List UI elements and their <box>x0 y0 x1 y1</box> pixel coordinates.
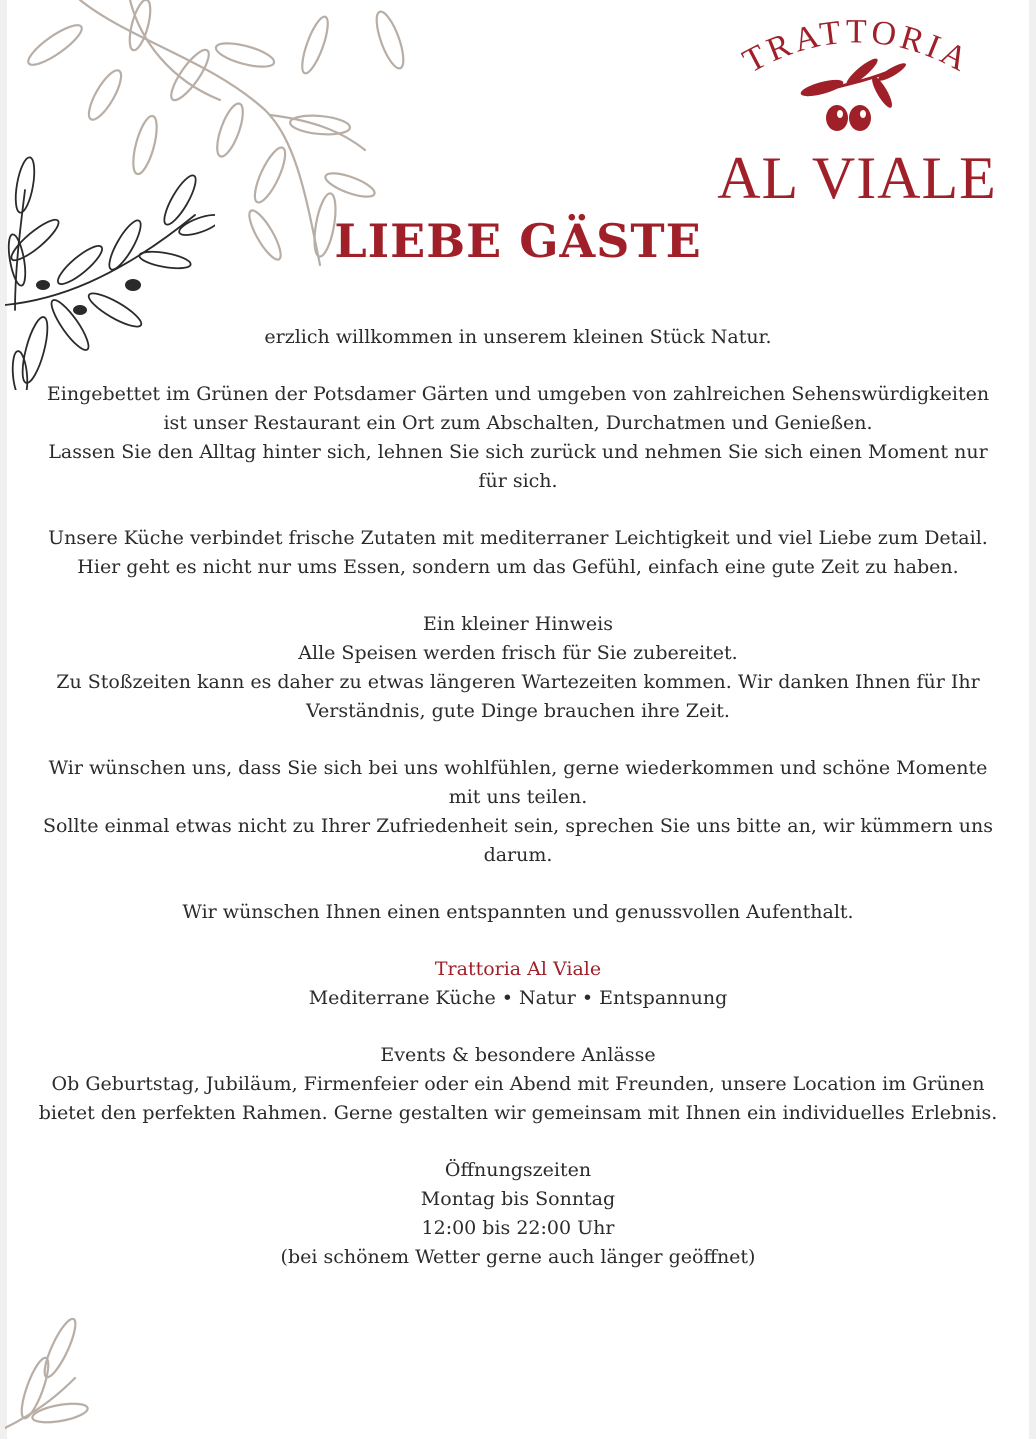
notice-line: Verständnis, gute Dinge brauchen ihre Zeit. <box>306 700 730 722</box>
paragraph-3-line: Wir wünschen uns, dass Sie sich bei uns wohlfühlen, gerne wiederkommen und schöne Momente <box>48 757 988 779</box>
logo-top-word: TRATTORIA <box>737 13 977 81</box>
paragraph-3-line: mit uns teilen. <box>448 786 588 808</box>
paragraph-3-line: Sollte einmal etwas nicht zu Ihrer Zufriedenheit sein, sprechen Sie uns bitte an, wir kümmern uns <box>42 815 994 837</box>
restaurant-logo <box>712 10 1002 211</box>
paragraph-1-line: Lassen Sie den Alltag hinter sich, lehnen Sie sich zurück und nehmen Sie sich einen Moment nur <box>48 441 988 463</box>
leaf-sprig-icon <box>5 1318 105 1433</box>
paragraph-2-line: Hier geht es nicht nur ums Essen, sondern um das Gefühl, einfach eine gute Zeit zu haben. <box>77 556 959 578</box>
events-line: bietet den perfekten Rahmen. Gerne gestalten wir gemeinsam mit Ihnen ein individuelles Erlebnis. <box>38 1102 998 1124</box>
page-title: LIEBE GÄSTE <box>334 214 702 268</box>
notice-line: Zu Stoßzeiten kann es daher zu etwas längeren Wartezeiten kommen. Wir danken Ihnen für Ihr <box>56 671 980 693</box>
olive-branch-icon <box>799 55 908 131</box>
paragraph-1-line: ist unser Restaurant ein Ort zum Abschalten, Durchatmen und Genießen. <box>163 412 873 434</box>
paragraph-3-line: darum. <box>483 844 553 866</box>
notice-line: Alle Speisen werden frisch für Sie zubereitet. <box>298 642 738 664</box>
events-heading: Events & besondere Anlässe <box>380 1044 656 1066</box>
paragraph-1-line: für sich. <box>478 470 558 492</box>
notice-heading: Ein kleiner Hinweis <box>423 613 613 635</box>
paragraph-1-line: Eingebettet im Grünen der Potsdamer Gärten und umgeben von zahlreichen Sehenswürdigkeiten <box>46 383 990 405</box>
logo-name: AL VIALE <box>717 145 997 211</box>
closing-line: Wir wünschen Ihnen einen entspannten und genussvollen Aufenthalt. <box>182 901 854 923</box>
events-line: Ob Geburtstag, Jubiläum, Firmenfeier oder ein Abend mit Freunden, unsere Location im Grünen <box>51 1073 985 1095</box>
brand-tagline: Mediterrane Küche • Natur • Entspannung <box>308 987 728 1009</box>
paragraph-2-line: Unsere Küche verbindet frische Zutaten mit mediterraner Leichtigkeit und viel Liebe zum Detail. <box>48 527 988 549</box>
brand-name: Trattoria Al Viale <box>434 958 602 980</box>
hours-time: 12:00 bis 22:00 Uhr <box>421 1217 615 1239</box>
welcome-text <box>30 323 1006 1272</box>
hours-heading: Öffnungszeiten <box>444 1159 592 1181</box>
intro-line: erzlich willkommen in unserem kleinen Stück Natur. <box>264 326 772 348</box>
hours-days: Montag bis Sonntag <box>420 1188 616 1210</box>
hours-note: (bei schönem Wetter gerne auch länger geöffnet) <box>280 1246 756 1268</box>
